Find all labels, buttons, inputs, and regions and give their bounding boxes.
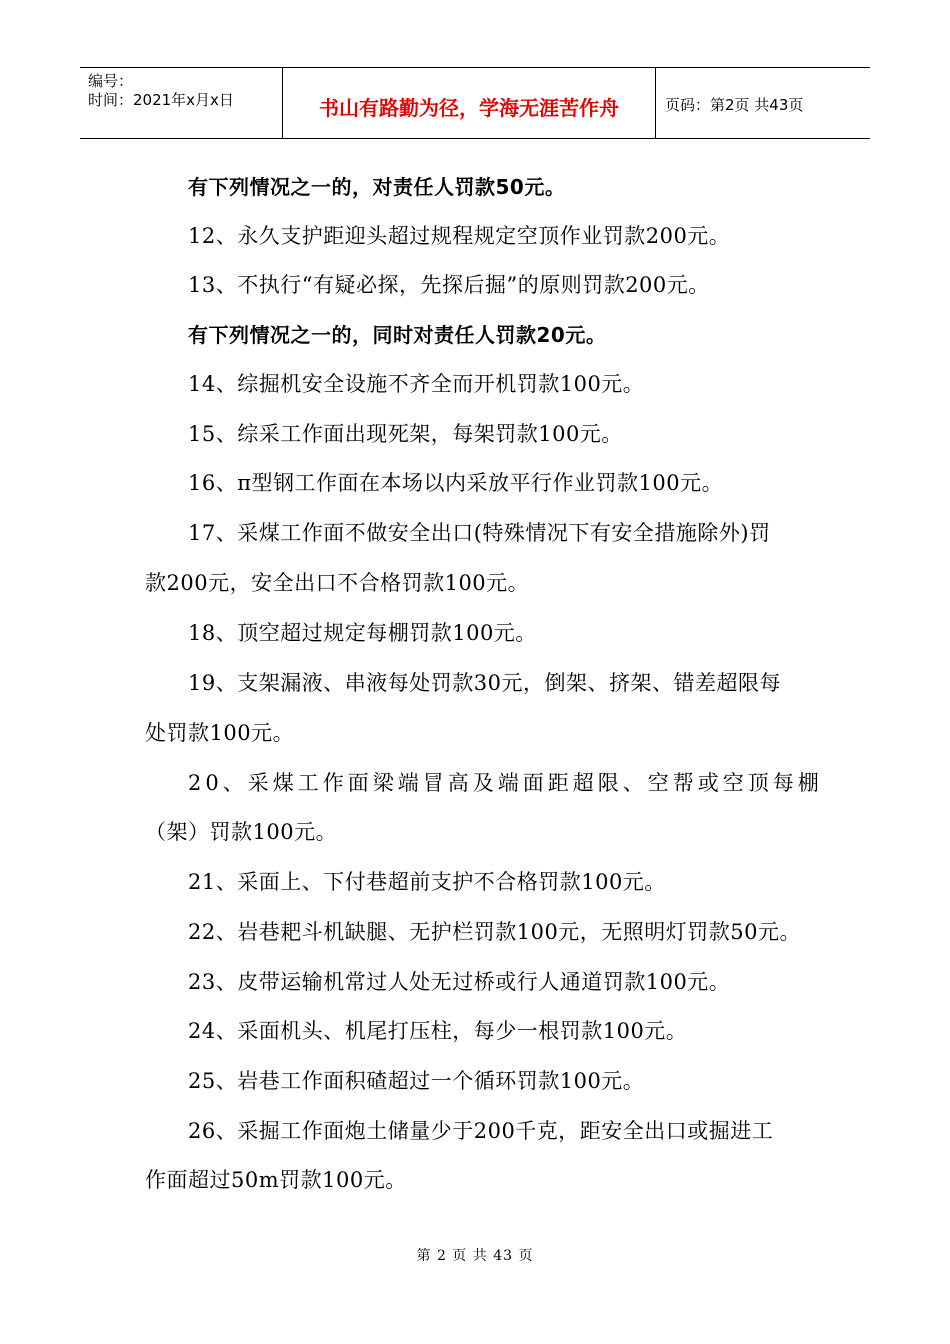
section-heading-20: 有下列情况之一的，同时对责任人罚款20元。: [188, 323, 607, 347]
rule-19-line2: 处罚款100元。: [145, 721, 295, 745]
rule-13: 13、不执行“有疑必探，先探后掘”的原则罚款200元。: [188, 273, 710, 297]
rule-19-line1: 19、支架漏液、串液每处罚款30元，倒架、挤架、错差超限每: [188, 671, 781, 695]
rule-25: 25、岩巷工作面积碴超过一个循环罚款100元。: [188, 1069, 645, 1093]
rule-22: 22、岩巷耙斗机缺腿、无护栏罚款100元，无照明灯罚款50元。: [188, 920, 802, 944]
page-info: 页码：第2页 共43页: [665, 96, 804, 114]
rule-16: 16、π型钢工作面在本场以内采放平行作业罚款100元。: [188, 471, 724, 495]
header-motto-cell: [282, 68, 656, 138]
motto-text: 书山有路勤为径，学海无涯苦作舟: [319, 96, 619, 120]
header-table: [80, 67, 870, 139]
page-footer: 第 2 页 共 43 页: [416, 1248, 534, 1264]
rule-26-line1: 26、采掘工作面炮土储量少于200千克，距安全出口或掘进工: [188, 1119, 774, 1143]
rule-17-line2: 款200元，安全出口不合格罚款100元。: [145, 571, 530, 595]
rule-20-line2: （架）罚款100元。: [145, 820, 338, 844]
number-label: 编号：: [88, 72, 134, 90]
rule-21: 21、采面上、下付巷超前支护不合格罚款100元。: [188, 870, 666, 894]
rule-20-line1: 20、采煤工作面梁端冒高及端面距超限、空帮或空顶每棚: [188, 771, 823, 795]
header-page-cell: [655, 68, 870, 138]
rule-17-line1: 17、采煤工作面不做安全出口(特殊情况下有安全措施除外)罚: [188, 521, 771, 545]
rule-24: 24、采面机头、机尾打压柱，每少一根罚款100元。: [188, 1019, 688, 1043]
rule-12: 12、永久支护距迎头超过规程规定空顶作业罚款200元。: [188, 224, 731, 248]
rule-18: 18、顶空超过规定每棚罚款100元。: [188, 621, 537, 645]
rule-23: 23、皮带运输机常过人处无过桥或行人通道罚款100元。: [188, 970, 731, 994]
rule-26-line2: 作面超过50m罚款100元。: [145, 1168, 407, 1192]
rule-14: 14、综掘机安全设施不齐全而开机罚款100元。: [188, 372, 645, 396]
header-meta-cell: [80, 68, 282, 138]
time-label: 时间：2021年x月x日: [88, 91, 234, 109]
rule-15: 15、综采工作面出现死架，每架罚款100元。: [188, 422, 623, 446]
section-heading-50: 有下列情况之一的，对责任人罚款50元。: [188, 175, 566, 199]
